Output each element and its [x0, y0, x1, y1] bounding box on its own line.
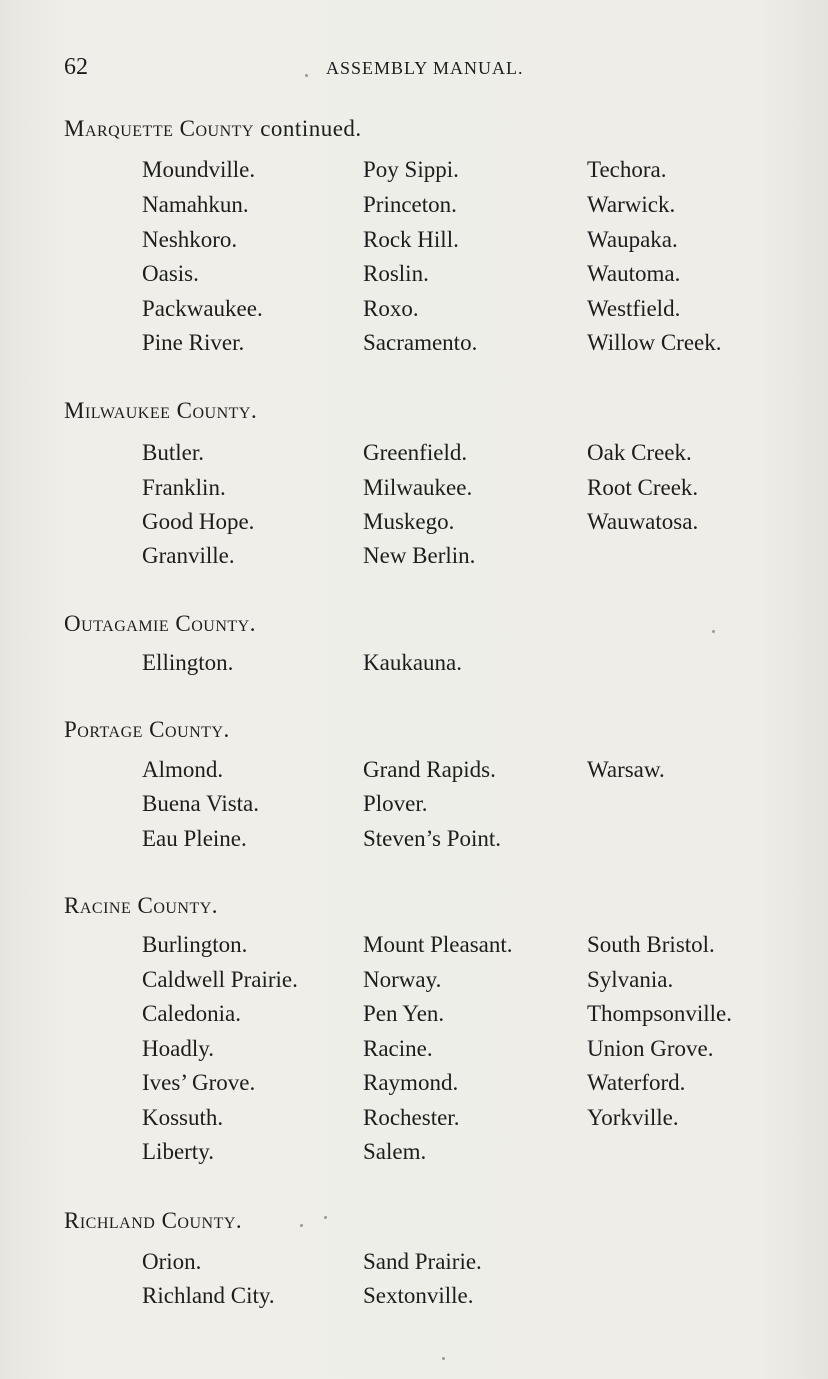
county-name: Marquette County — [64, 116, 254, 141]
town-entry: Eau Pleine. — [142, 826, 247, 851]
town-entry: New Berlin. — [363, 543, 476, 568]
town-entry: Princeton. — [363, 192, 457, 217]
town-entry: Almond. — [142, 757, 224, 782]
town-entry: Greenfield. — [363, 440, 468, 465]
town-entry: Mount Pleasant. — [363, 932, 513, 957]
county-heading-marquette — [64, 116, 362, 142]
paper-speck — [712, 630, 715, 633]
town-entry: Sextonville. — [363, 1283, 474, 1308]
town-entry: Warsaw. — [587, 757, 665, 782]
town-entry: Waterford. — [587, 1070, 686, 1095]
town-entry: Grand Rapids. — [363, 757, 496, 782]
paper-speck — [305, 74, 308, 77]
town-entry: Root Creek. — [587, 475, 699, 500]
page-number: 62 — [64, 54, 88, 80]
town-entry: Sylvania. — [587, 967, 674, 992]
town-entry: Wautoma. — [587, 261, 681, 286]
town-entry: Namahkun. — [142, 192, 249, 217]
town-entry: Caledonia. — [142, 1001, 241, 1026]
town-entry: Ives’ Grove. — [142, 1070, 256, 1095]
town-entry: Caldwell Prairie. — [142, 967, 298, 992]
town-entry: Waupaka. — [587, 227, 678, 252]
town-entry: Rock Hill. — [363, 227, 459, 252]
town-entry: Orion. — [142, 1249, 202, 1274]
town-entry: Roslin. — [363, 261, 429, 286]
town-entry: Wauwatosa. — [587, 509, 699, 534]
county-heading-suffix: continued. — [253, 116, 362, 141]
county-heading-racine: Racine County. — [64, 893, 219, 918]
town-entry: Warwick. — [587, 192, 676, 217]
town-entry: Oak Creek. — [587, 440, 692, 465]
town-entry: Salem. — [363, 1139, 427, 1164]
town-entry: Poy Sippi. — [363, 157, 459, 182]
town-entry: Union Grove. — [587, 1036, 714, 1061]
town-entry: Roxo. — [363, 296, 419, 321]
town-entry: Liberty. — [142, 1139, 214, 1164]
town-entry: Muskego. — [363, 509, 455, 534]
town-entry: Techora. — [587, 157, 667, 182]
town-entry: Ellington. — [142, 650, 234, 675]
town-entry: South Bristol. — [587, 932, 715, 957]
town-entry: Pen Yen. — [363, 1001, 445, 1026]
town-entry: Yorkville. — [587, 1105, 679, 1130]
town-entry: Kaukauna. — [363, 650, 462, 675]
town-entry: Oasis. — [142, 261, 199, 286]
paper-speck — [442, 1357, 445, 1360]
town-entry: Richland City. — [142, 1283, 275, 1308]
town-entry: Burlington. — [142, 932, 248, 957]
town-entry: Steven’s Point. — [363, 826, 502, 851]
town-entry: Granville. — [142, 543, 235, 568]
town-entry: Good Hope. — [142, 509, 255, 534]
town-entry: Milwaukee. — [363, 475, 473, 500]
county-heading-outagamie: Outagamie County. — [64, 611, 256, 636]
town-entry: Neshkoro. — [142, 227, 238, 252]
town-entry: Butler. — [142, 440, 204, 465]
town-entry: Sand Prairie. — [363, 1249, 482, 1274]
town-entry: Moundville. — [142, 157, 256, 182]
town-entry: Packwaukee. — [142, 296, 263, 321]
town-entry: Willow Creek. — [587, 330, 722, 355]
county-heading-milwaukee: Milwaukee County. — [64, 398, 258, 423]
county-heading-portage: Portage County. — [64, 717, 230, 742]
town-entry: Franklin. — [142, 475, 226, 500]
town-entry: Thompsonville. — [587, 1001, 733, 1026]
town-entry: Hoadly. — [142, 1036, 214, 1061]
running-head: ASSEMBLY MANUAL. — [326, 58, 524, 78]
town-entry: Kossuth. — [142, 1105, 224, 1130]
town-entry: Racine. — [363, 1036, 433, 1061]
town-entry: Pine River. — [142, 330, 245, 355]
county-heading-richland: Richland County. — [64, 1208, 243, 1233]
town-entry: Raymond. — [363, 1070, 459, 1095]
town-entry: Buena Vista. — [142, 791, 260, 816]
town-entry: Rochester. — [363, 1105, 460, 1130]
town-entry: Sacramento. — [363, 330, 478, 355]
town-entry: Plover. — [363, 791, 428, 816]
town-entry: Westfield. — [587, 296, 681, 321]
town-entry: Norway. — [363, 967, 442, 992]
paper-speck — [300, 1224, 303, 1227]
paper-speck — [324, 1216, 327, 1219]
